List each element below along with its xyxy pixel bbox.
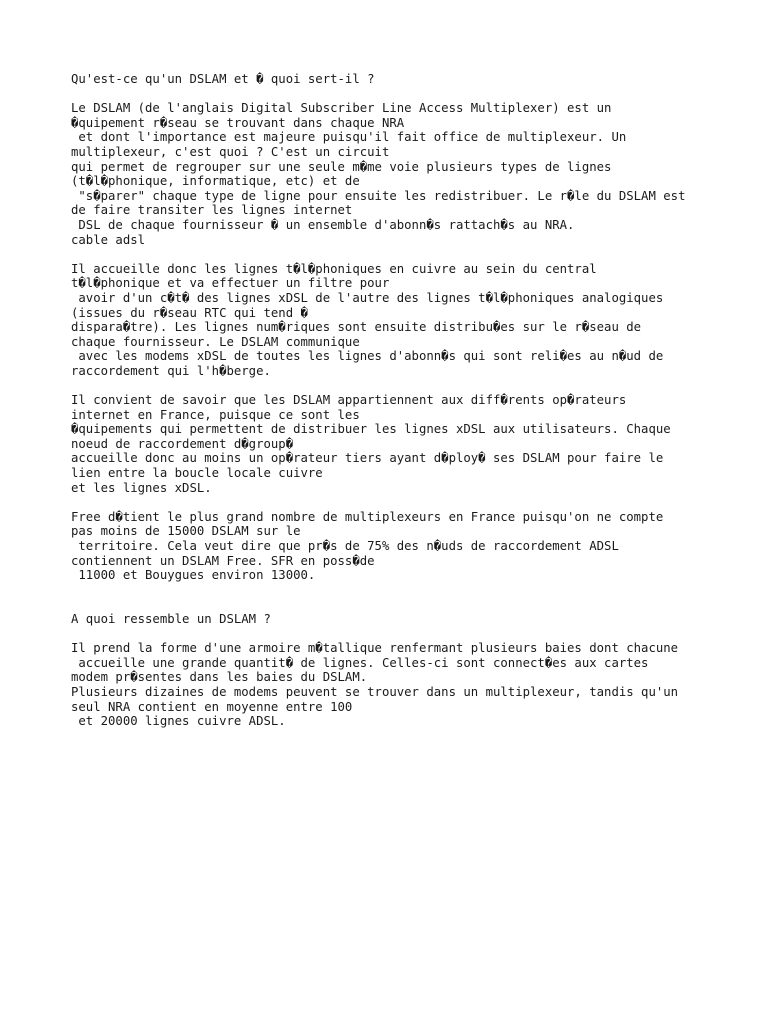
text-line: �quipements qui permettent de distribuer les lignes xDSL aux utilisateurs. Chaque (71, 422, 671, 437)
text-line: internet en France, puisque ce sont les (71, 407, 360, 422)
text-line: qui permet de regrouper sur une seule m�me voie plusieurs types de lignes (71, 159, 612, 174)
text-line: accueille donc au moins un op�rateur tiers ayant d�ploy� ses DSLAM pour faire le (71, 451, 664, 466)
text-line: pas moins de 15000 DSLAM sur le (71, 524, 301, 539)
text-line: (t�l�phonique, informatique, etc) et de (71, 174, 360, 189)
text-line: �quipement r�seau se trouvant dans chaque NRA (71, 115, 405, 130)
text-line: Il prend la forme d'une armoire m�tallique renfermant plusieurs baies dont chacune (71, 641, 679, 656)
text-line: 11000 et Bouygues environ 13000. (71, 568, 316, 583)
text-line: et 20000 lignes cuivre ADSL. (71, 714, 286, 729)
document-body (71, 72, 731, 729)
text-line: avoir d'un c�t� des lignes xDSL de l'autre des lignes t�l�phoniques analogiques (71, 290, 664, 305)
text-line: Plusieurs dizaines de modems peuvent se trouver dans un multiplexeur, tandis qu'un (71, 684, 679, 699)
text-line: et les lignes xDSL. (71, 480, 212, 495)
text-line: raccordement qui l'h�berge. (71, 363, 271, 378)
text-line (71, 627, 731, 642)
text-line: accueille une grande quantit� de lignes. Celles-ci sont connect�es aux cartes (71, 655, 649, 670)
text-line: chaque fournisseur. Le DSLAM communique (71, 334, 360, 349)
text-line: avec les modems xDSL de toutes les lignes d'abonn�s qui sont reli�es au n�ud de (71, 349, 664, 364)
text-line: et dont l'importance est majeure puisqu'il fait office de multiplexeur. Un (71, 130, 627, 145)
text-line: contiennent un DSLAM Free. SFR en poss�de (71, 553, 375, 568)
text-line: noeud de raccordement d�group� (71, 436, 294, 451)
text-line: Qu'est-ce qu'un DSLAM et � quoi sert-il ? (71, 72, 375, 86)
text-line (71, 597, 731, 612)
text-line (71, 247, 731, 262)
text-line: Free d�tient le plus grand nombre de multiplexeurs en France puisqu'on ne compte (71, 509, 664, 524)
text-line (71, 495, 731, 510)
text-line: (issues du r�seau RTC qui tend � (71, 305, 308, 320)
text-line: Il convient de savoir que les DSLAM appartiennent aux diff�rents op�rateurs (71, 393, 627, 408)
text-line: Il accueille donc les lignes t�l�phoniques en cuivre au sein du central (71, 261, 597, 276)
text-line (71, 87, 731, 102)
text-line (71, 583, 731, 598)
text-line: Le DSLAM (de l'anglais Digital Subscriber Line Access Multiplexer) est un (71, 101, 612, 116)
text-line: "s�parer" chaque type de ligne pour ensuite les redistribuer. Le r�le du DSLAM est (71, 188, 686, 203)
text-line: modem pr�sentes dans les baies du DSLAM. (71, 670, 368, 685)
text-line: lien entre la boucle locale cuivre (71, 466, 323, 481)
text-line: territoire. Cela veut dire que pr�s de 75% des n�uds de raccordement ADSL (71, 539, 619, 553)
text-line: cable adsl (71, 232, 146, 247)
text-line: de faire transiter les lignes internet (71, 203, 353, 218)
text-line: dispara�tre). Les lignes num�riques sont ensuite distribu�es sur le r�seau de (71, 320, 642, 335)
text-line: DSL de chaque fournisseur � un ensemble d'abonn�s rattach�s au NRA. (71, 217, 575, 232)
text-line: seul NRA contient en moyenne entre 100 (71, 699, 353, 714)
text-line (71, 378, 731, 393)
text-line: t�l�phonique et va effectuer un filtre pour (71, 276, 390, 291)
text-line: A quoi ressemble un DSLAM ? (71, 611, 271, 626)
text-line: multiplexeur, c'est quoi ? C'est un circuit (71, 144, 390, 159)
